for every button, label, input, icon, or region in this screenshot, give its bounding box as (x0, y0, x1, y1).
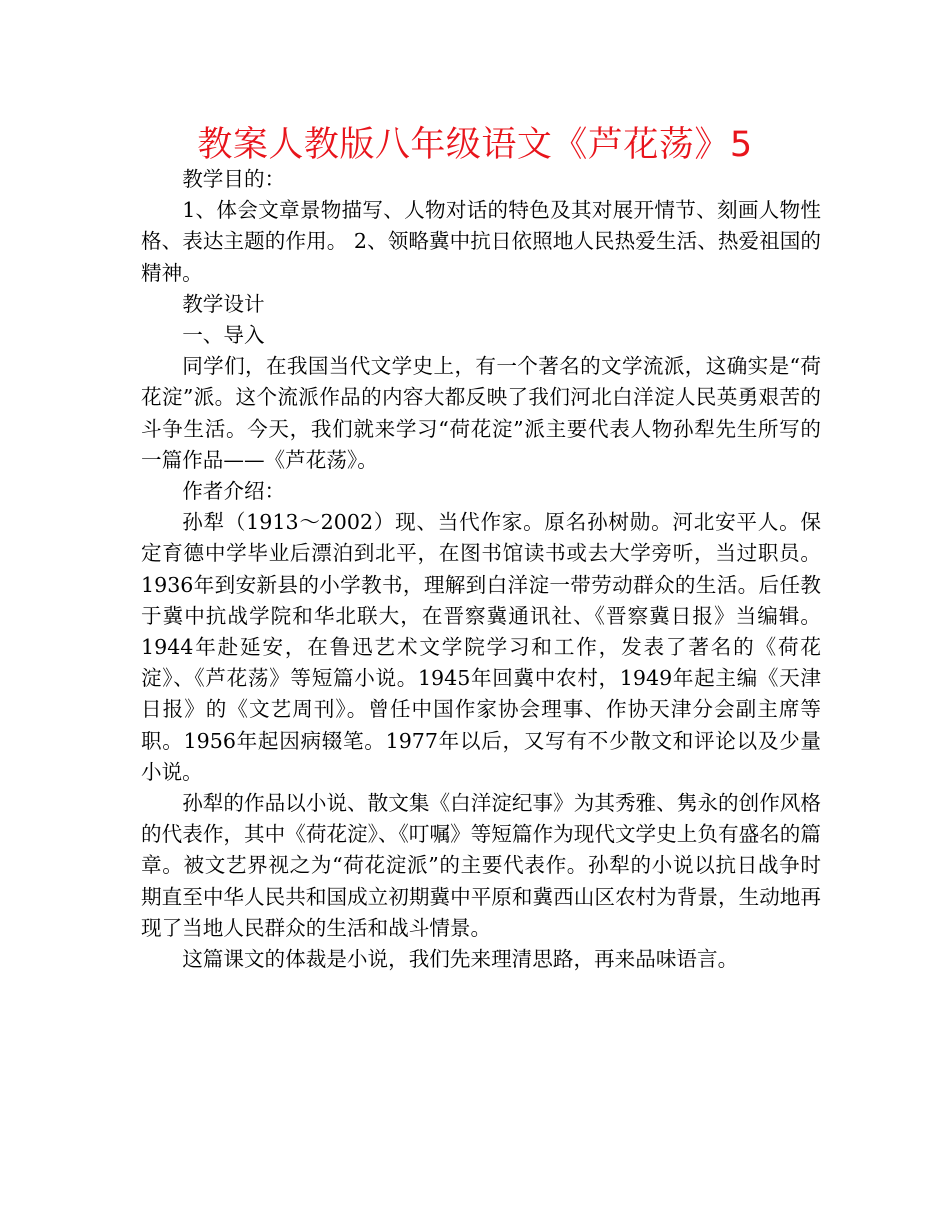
document-title: 教案人教版八年级语文《芦花荡》5 (197, 125, 753, 165)
paragraph-introduction: 同学们，在我国当代文学史上，有一个著名的文学流派，这确实是“荷花淀”派。这个流派作品的内容大都反映了我们河北白洋淀人民英勇艰苦的斗争生活。今天，我们就来学习“荷花淀”派主要代表人物孙犁先生所写的一篇作品——《芦花荡》。 (141, 354, 821, 472)
paragraph-teaching-design-heading: 教学设计 (182, 291, 265, 316)
paragraph-teaching-goals-heading: 教学目的： (182, 167, 286, 191)
paragraph-author-bio: 孙犁（1913～2002）现、当代作家。原名孙树勋。河北安平人。保定育德中学毕业后漂泊到北平，在图书馆读书或去大学旁听，当过职员。1936年到安新县的小学教书，理解到白洋淀一带劳动群众的生活。后任教于冀中抗战学院和华北联大，在晋察冀通讯社、《晋察冀日报》当编辑。1944年赴延安，在鲁迅艺术文学院学习和工作，发表了著名的《荷花淀》、《芦花荡》等短篇小说。1945年回冀中农村，1949年起主编《天津日报》的《文艺周刊》。曾任中国作家协会理事、作协天津分会副主席等职。1956年起因病辍笔。1977年以后，又写有不少散文和评论以及少量小说。 (141, 510, 821, 784)
document-body (141, 164, 821, 975)
paragraph-author-heading: 作者介绍： (182, 479, 286, 504)
paragraph-introduction-heading: 一、导入 (182, 323, 265, 348)
paragraph-teaching-goals: 1、体会文章景物描写、人物对话的特色及其对展开情节、刻画人物性格、表达主题的作用。 2、领略冀中抗日依照地人民热爱生活、热爱祖国的精神。 (141, 198, 821, 285)
paragraph-author-works: 孙犁的作品以小说、散文集《白洋淀纪事》为其秀雅、隽永的创作风格的代表作，其中《荷花淀》、《叮嘱》等短篇作为现代文学史上负有盛名的篇章。被文艺界视之为“荷花淀派”的主要代表作。孙犁的小说以抗日战争时期直至中华人民共和国成立初期冀中平原和冀西山区农村为背景，生动地再现了当地人民群众的生活和战斗情景。 (141, 791, 821, 940)
paragraph-lesson-approach: 这篇课文的体裁是小说，我们先来理清思路，再来品味语言。 (182, 947, 739, 972)
